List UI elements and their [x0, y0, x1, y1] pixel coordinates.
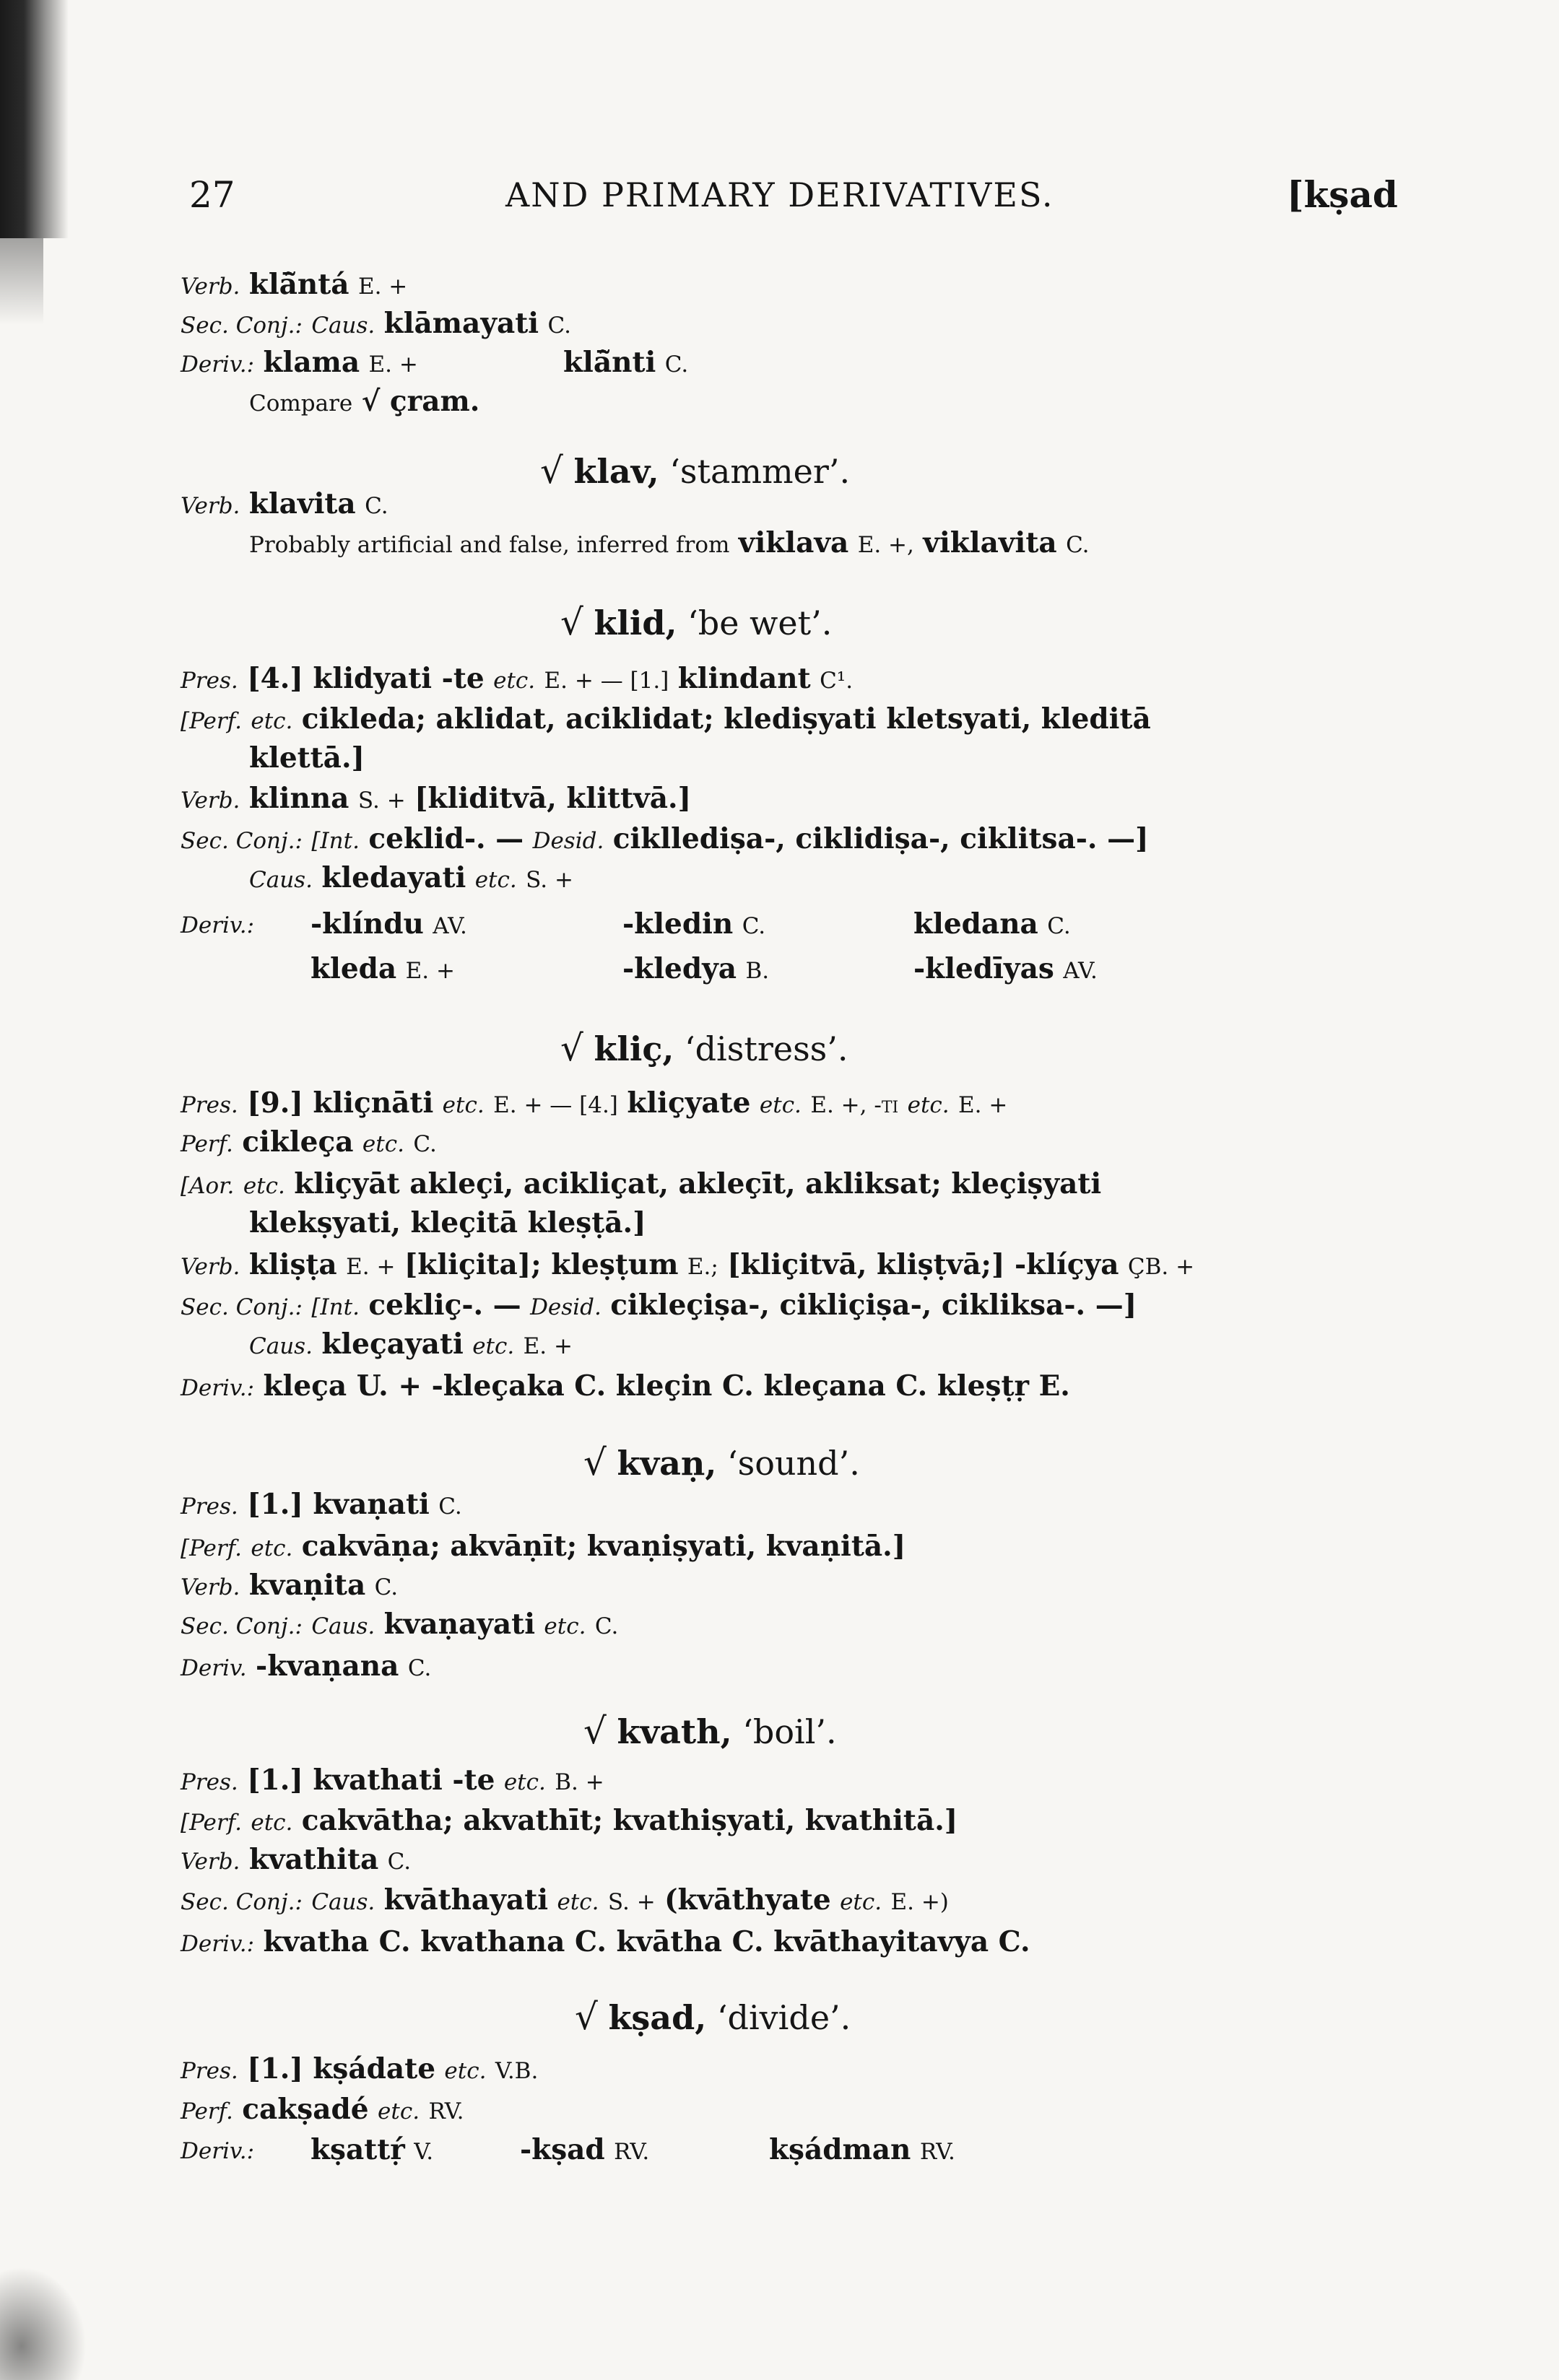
scan-edge-shadow-lower — [0, 238, 43, 325]
entry-line: Deriv.: klama E. + klā̃nti C. — [181, 346, 689, 379]
scan-edge-shadow-bottom — [0, 2267, 87, 2380]
entry-line: Caus. kledayati etc. S. + — [249, 861, 573, 894]
root-heading-kvan: √ kvaṇ, ‘sound’. — [583, 1442, 860, 1483]
root-sign-icon: √ — [575, 1996, 598, 2038]
entry-line: Deriv. -kvaṇana C. — [181, 1649, 432, 1683]
entry-line: Verb. kliṣṭa E. + [kliçita]; kleṣṭum E.; [kliçitvā, kliṣṭvā;] -klíçya ÇB. + — [181, 1248, 1195, 1281]
entry-line: Caus. kleçayati etc. E. + — [249, 1328, 573, 1361]
entry-line: klettā.] — [249, 741, 365, 775]
root-heading-kvath: √ kvath, ‘boil’. — [583, 1710, 837, 1752]
entry-line: Pres. [1.] kvaṇati C. — [181, 1488, 462, 1521]
entry-line: klekṣyati, kleçitā kleṣṭā.] — [249, 1206, 646, 1239]
entry-line: [Aor. etc. kliçyāt akleçi, acikliçat, akleçīt, akliksat; kleçiṣyati — [181, 1167, 1102, 1200]
header-keyword: [kṣad — [1287, 173, 1398, 216]
entry-line: [Perf. etc. cikleda; aklidat, aciklidat; klediṣyati kletsyati, kleditā — [181, 702, 1151, 736]
root-heading-klav: √ klav, ‘stammer’. — [540, 450, 851, 492]
entry-line: Verb. klinna S. + [kliditvā, klittvā.] — [181, 782, 692, 815]
entry-line: Sec. Conj.: [Int. ceklid-. — Desid. cikllediṣa-, ciklidiṣa-, ciklitsa-. —] — [181, 822, 1149, 855]
entry-line: Verb. klavita C. — [181, 487, 388, 520]
root-sign-icon: √ — [583, 1442, 607, 1483]
scan-edge-shadow — [0, 0, 69, 238]
entry-line: [Perf. etc. cakvāṇa; akvāṇīt; kvaṇiṣyati, kvaṇitā.] — [181, 1530, 906, 1563]
entry-line: Deriv.: kṣattṛ́ V. -kṣad RV. kṣádman RV. — [181, 2133, 955, 2166]
root-sign-icon: √ — [583, 1710, 607, 1752]
entry-line: Verb. kvaṇita C. — [181, 1569, 399, 1602]
root-heading-ksad: √ kṣad, ‘divide’. — [575, 1996, 851, 2038]
entry-line: Verb. kvathita C. — [181, 1843, 412, 1876]
root-heading-klid: √ klid, ‘be wet’. — [560, 601, 833, 643]
entry-line: Probably artificial and false, inferred from viklava E. +, viklavita C. — [249, 526, 1090, 559]
entry-line: Perf. cakṣadé etc. RV. — [181, 2093, 464, 2126]
entry-line: Sec. Conj.: Caus. kvaṇayati etc. C. — [181, 1608, 619, 1641]
entry-line: Pres. [9.] kliçnāti etc. E. + — [4.] kliçyate etc. E. +, -ti etc. E. + — [181, 1086, 1008, 1120]
root-sign-icon: √ — [540, 450, 563, 492]
entry-line: Pres. [1.] kvathati -te etc. B. + — [181, 1764, 604, 1797]
root-sign-icon: √ — [560, 1027, 583, 1069]
page-number: 27 — [189, 174, 235, 216]
entry-line: Deriv.: -klíndu AV. -kledin C. kledana C. — [181, 907, 1071, 941]
entry-line: Sec. Conj.: [Int. cekliç-. — Desid. cikleçiṣa-, cikliçiṣa-, cikliksa-. —] — [181, 1289, 1137, 1322]
root-heading-klic: √ kliç, ‘distress’. — [560, 1027, 848, 1069]
entry-line: Sec. Conj.: Caus. klāmayati C. — [181, 307, 571, 340]
entry-line: Deriv.: kvatha C. kvathana C. kvātha C. kvāthayitavya C. — [181, 1925, 1030, 1958]
entry-line: Deriv.: kleça U. + -kleçaka C. kleçin C. kleçana C. kleṣṭṛ E. — [181, 1369, 1070, 1403]
entry-line: [Perf. etc. cakvātha; akvathīt; kvathiṣyati, kvathitā.] — [181, 1804, 958, 1837]
entry-line: Compare √ çram. — [249, 385, 480, 418]
entry-line: Pres. [1.] kṣádate etc. V.B. — [181, 2052, 539, 2085]
running-title: AND PRIMARY DERIVATIVES. — [505, 175, 1054, 214]
entry-line: Verb. klā̃ntá E. + — [181, 268, 408, 301]
entry-line: Sec. Conj.: Caus. kvāthayati etc. S. + (kvāthyate etc. E. +) — [181, 1883, 949, 1917]
root-sign-icon: √ — [560, 601, 583, 643]
entry-line: Perf. cikleça etc. C. — [181, 1125, 437, 1159]
entry-line: Pres. [4.] klidyati -te etc. E. + — [1.] klindant C¹. — [181, 662, 854, 695]
